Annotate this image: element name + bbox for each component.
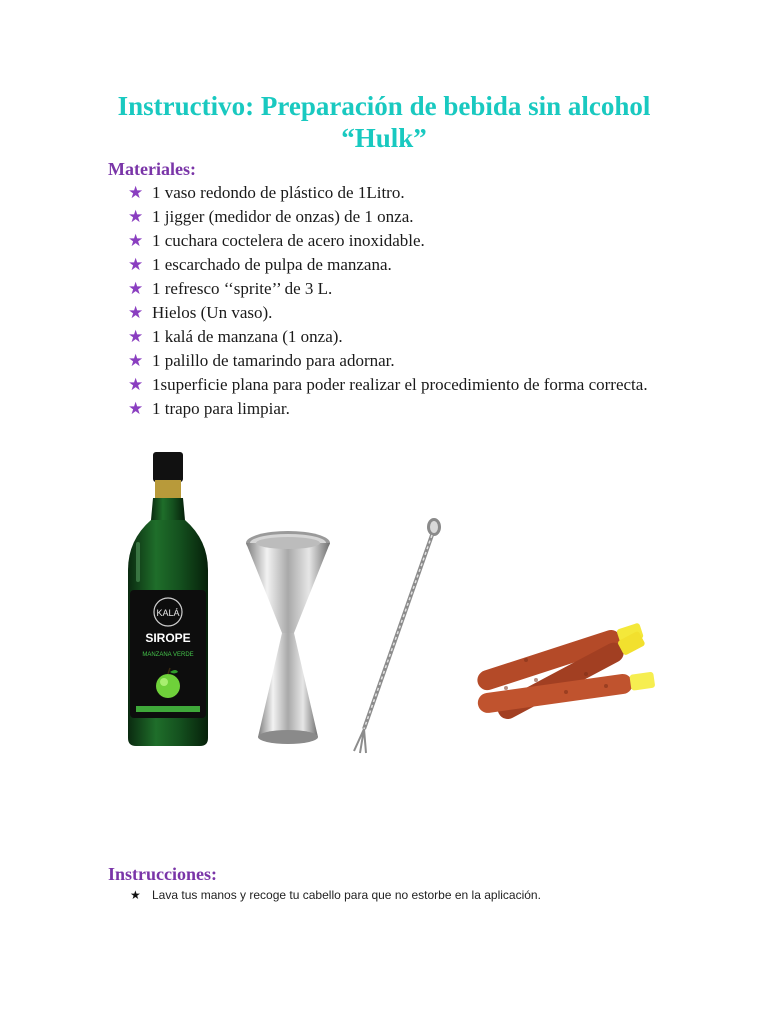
- material-item: [128, 373, 648, 397]
- instruction-item: [130, 886, 730, 904]
- material-item: [128, 301, 648, 325]
- star-icon: ★: [128, 399, 144, 418]
- material-item: [128, 253, 648, 277]
- material-text: 1 trapo para limpiar.: [152, 399, 290, 418]
- star-icon: ★: [128, 327, 144, 346]
- title-line-2: “Hulk”: [341, 123, 427, 153]
- material-item: [128, 181, 648, 205]
- material-text: 1superficie plana para poder realizar el procedimiento de forma correcta.: [152, 375, 648, 394]
- material-item: [128, 349, 648, 373]
- title-line-1: Instructivo: Preparación de bebida sin alcohol: [117, 91, 651, 121]
- star-icon: ★: [130, 888, 141, 902]
- material-item: [128, 325, 648, 349]
- star-icon: ★: [128, 231, 144, 250]
- star-icon: ★: [128, 279, 144, 298]
- instructions-heading: Instrucciones:: [108, 864, 217, 884]
- material-text: 1 refresco ‘‘sprite’’ de 3 L.: [152, 279, 333, 298]
- star-icon: ★: [128, 183, 144, 202]
- star-icon: ★: [128, 207, 144, 226]
- bar-spoon-image: [344, 515, 444, 757]
- materials-list: [128, 181, 648, 421]
- material-text: 1 cuchara coctelera de acero inoxidable.: [152, 231, 425, 250]
- instruction-text: Lava tus manos y recoge tu cabello para que no estorbe en la aplicación.: [152, 888, 541, 902]
- kala-syrup-bottle-image: [122, 450, 214, 750]
- document-title: [60, 90, 708, 154]
- bottle-flavor: MANZANA VERDE: [142, 652, 194, 658]
- material-item: [128, 229, 648, 253]
- star-icon: ★: [128, 351, 144, 370]
- material-text: 1 vaso redondo de plástico de 1Litro.: [152, 183, 405, 202]
- star-icon: ★: [128, 303, 144, 322]
- star-icon: ★: [128, 255, 144, 274]
- material-text: 1 jigger (medidor de onzas) de 1 onza.: [152, 207, 414, 226]
- jigger-image: [232, 515, 342, 755]
- material-item: [128, 205, 648, 229]
- material-item: [128, 277, 648, 301]
- material-text: 1 kalá de manzana (1 onza).: [152, 327, 343, 346]
- bottle-product: SIROPE: [145, 631, 191, 645]
- material-text: Hielos (Un vaso).: [152, 303, 273, 322]
- star-icon: ★: [128, 375, 144, 394]
- material-text: 1 palillo de tamarindo para adornar.: [152, 351, 395, 370]
- instructions-list: [130, 886, 730, 904]
- materials-heading: Materiales:: [108, 159, 196, 179]
- material-text: 1 escarchado de pulpa de manzana.: [152, 255, 392, 274]
- bottle-brand: KALÁ: [156, 608, 180, 618]
- material-item: [128, 397, 648, 421]
- tamarind-sticks-image: [466, 588, 662, 753]
